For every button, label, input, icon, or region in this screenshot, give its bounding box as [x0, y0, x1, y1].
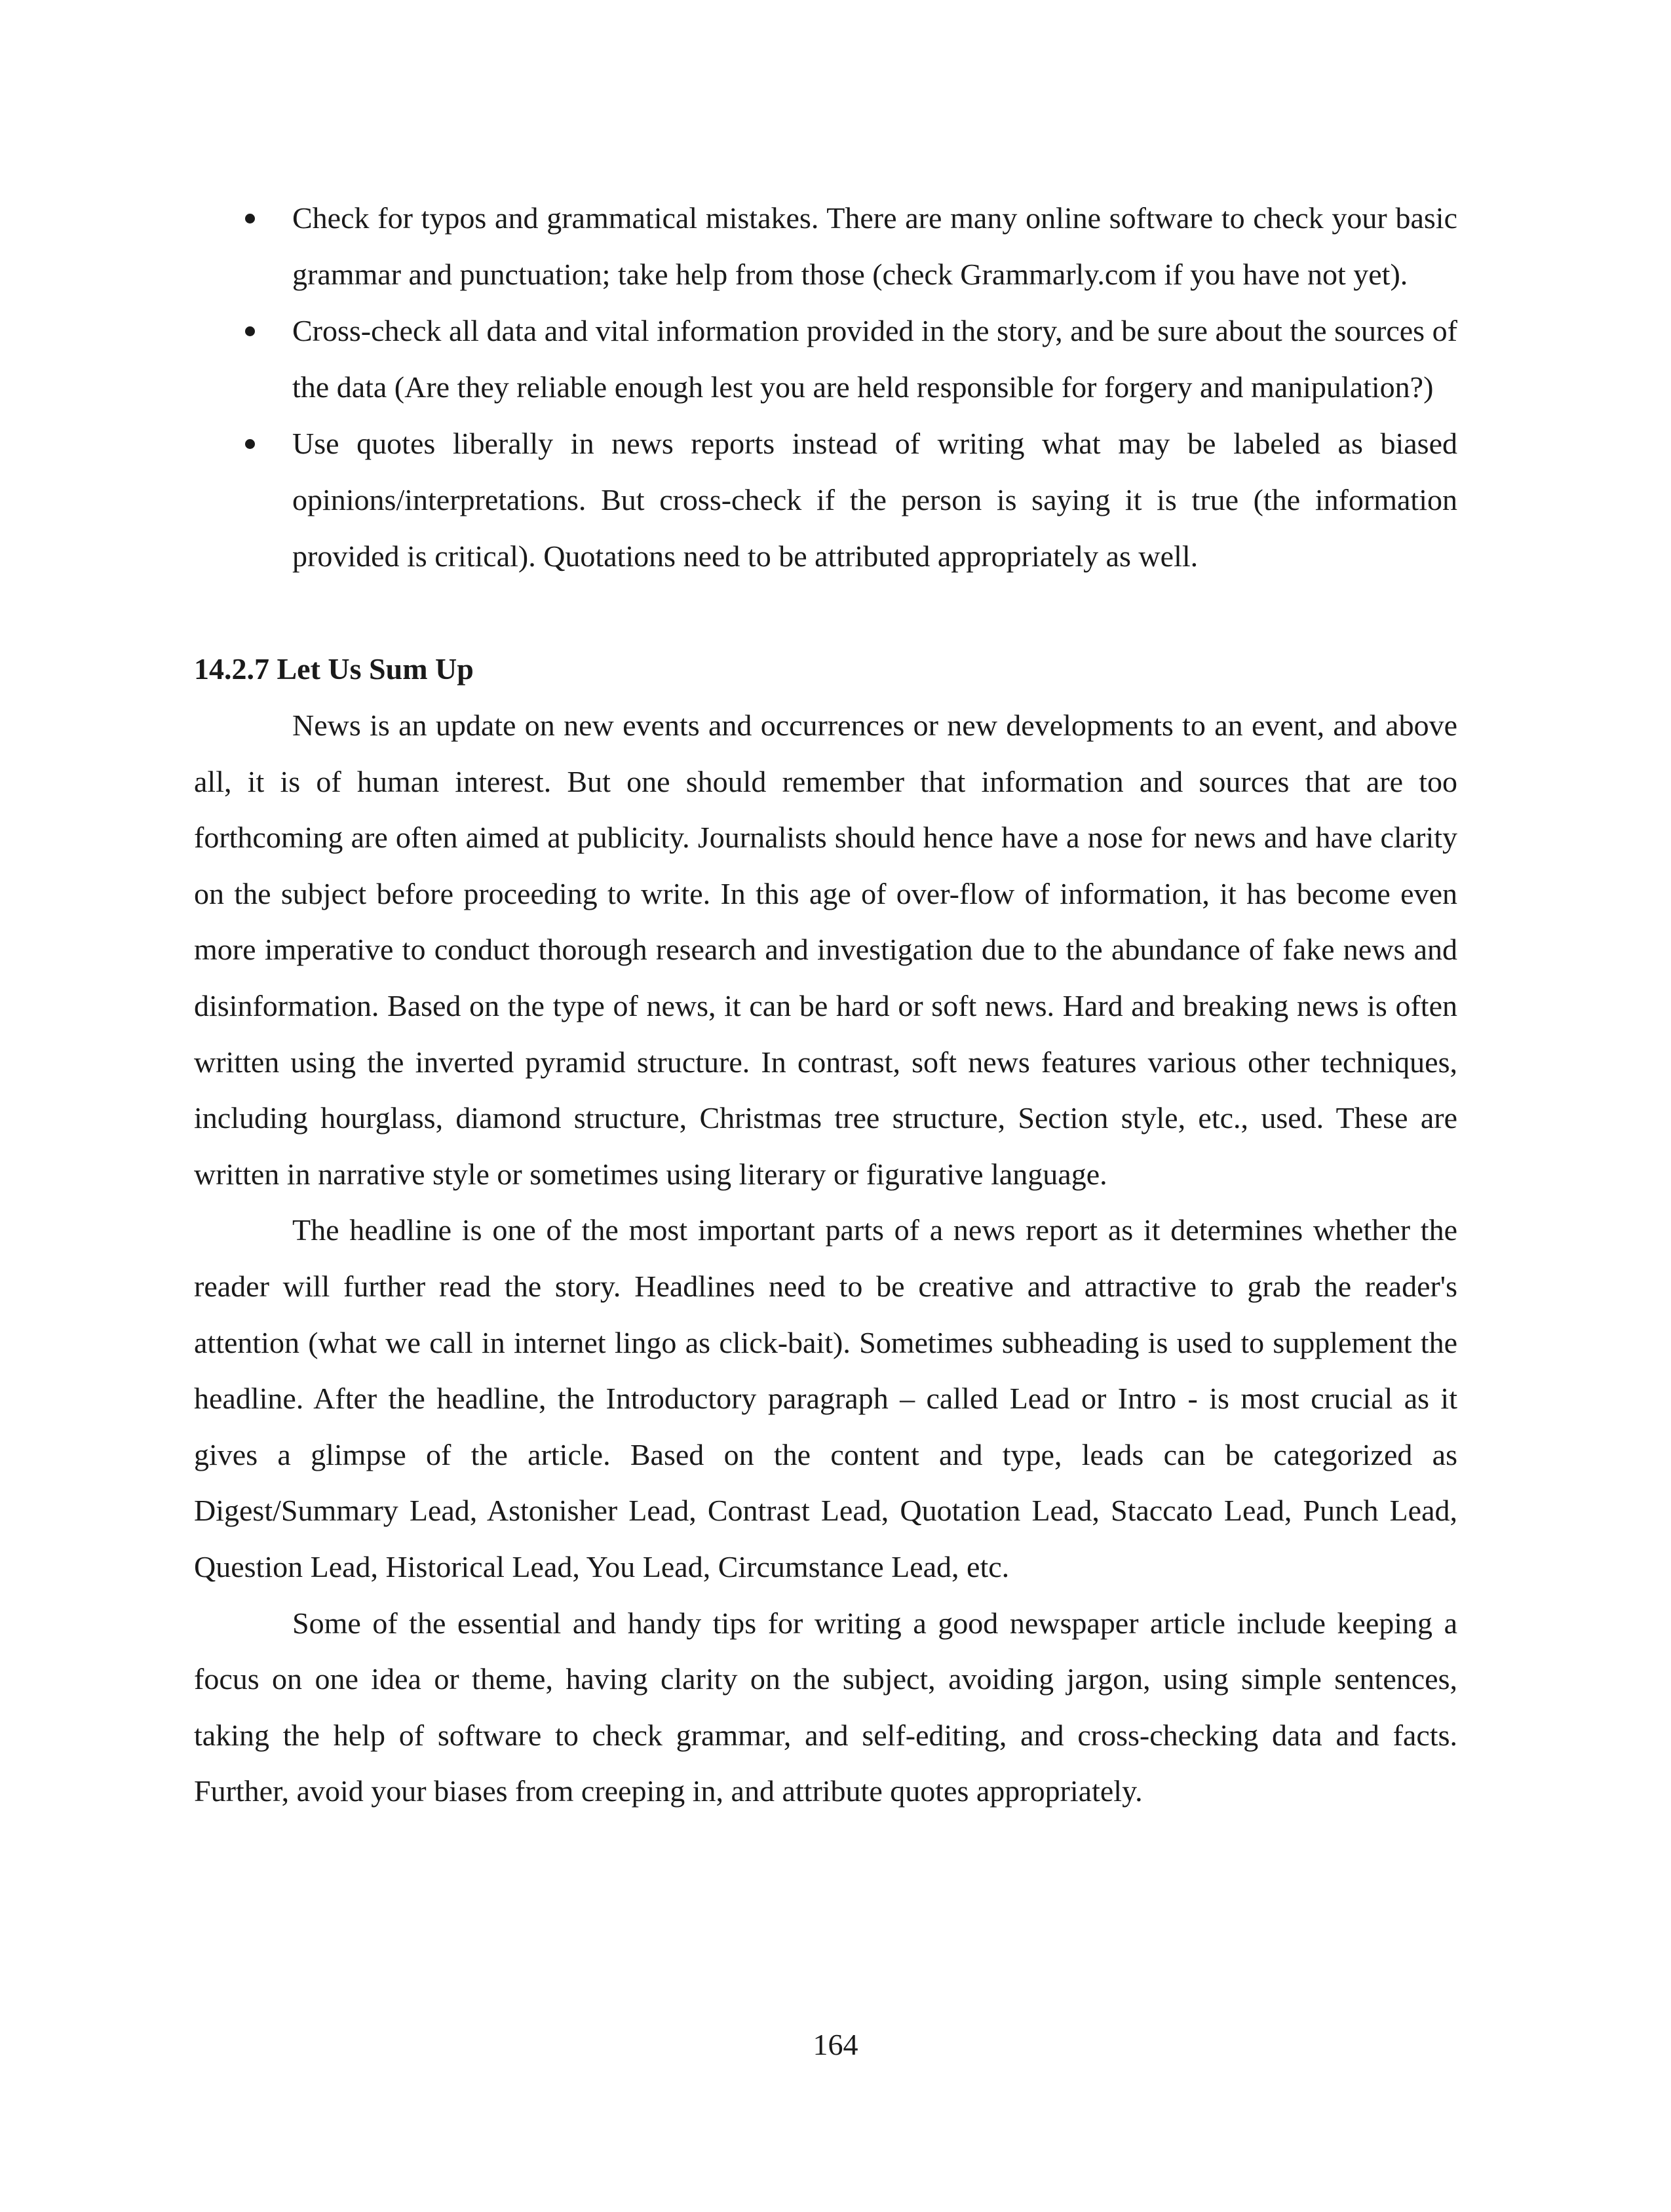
paragraph: The headline is one of the most important parts of a news report as it determines whether the reader will further read the story. Headlines need to be creative and attractive to grab the reader's attention (what we call in internet lingo as click-bait). Sometimes subheading is used to supplement the headline. After the headline, the Introductory paragraph – called Lead or Intro - is most crucial as it gives a glimpse of the article. Based on the content and type, leads can be categorized as Digest/Summary Lead, Astonisher Lead, Contrast Lead, Quotation Lead, Staccato Lead, Punch Lead, Question Lead, Historical Lead, You Lead, Circumstance Lead, etc. [194, 1213, 1457, 1583]
section-heading: 14.2.7 Let Us Sum Up [194, 652, 474, 686]
paragraph: Some of the essential and handy tips for writing a good newspaper article include keeping a focus on one idea or theme, having clarity on the subject, avoiding jargon, using simple sentences, taking the help of software to check grammar, and self-editing, and cross-checking data and facts. Further, avoid your biases from creeping in, and attribute quotes appropriately. [194, 1606, 1457, 1808]
bullet-icon [245, 326, 255, 336]
bullet-text: Use quotes liberally in news reports instead of writing what may be labeled as biased opinions/interpretations. But cross-check if the person is saying it is true (the information provided is critical). Quotations need to be attributed appropriately as well. [292, 427, 1457, 573]
paragraph: News is an update on new events and occurrences or new developments to an event, and above all, it is of human interest. But one should remember that information and sources that are too forthcoming are often aimed at publicity. Journalists should hence have a nose for news and have clarity on the subject before proceeding to write. In this age of over-flow of information, it has become even more imperative to conduct thorough research and investigation due to the abundance of fake news and disinformation. Based on the type of news, it can be hard or soft news. Hard and breaking news is often written using the inverted pyramid structure. In contrast, soft news features various other techniques, including hourglass, diamond structure, Christmas tree structure, Section style, etc., used. These are written in narrative style or sometimes using literary or figurative language. [194, 708, 1457, 1191]
bullet-list [194, 190, 1457, 585]
bullet-item [194, 303, 1457, 416]
bullet-text: Check for typos and grammatical mistakes. There are many online software to check your basic grammar and punctuation; take help from those (check Grammarly.com if you have not yet). [292, 201, 1457, 291]
bullet-text: Cross-check all data and vital information provided in the story, and be sure about the sources of the data (Are they reliable enough lest you are held responsible for forgery and manipulation?) [292, 314, 1457, 404]
bullet-icon [245, 214, 255, 223]
page-body [194, 190, 1457, 1819]
bullet-icon [245, 439, 255, 449]
bullet-item [194, 190, 1457, 303]
page-number: 164 [813, 2028, 858, 2061]
bullet-item [194, 416, 1457, 585]
